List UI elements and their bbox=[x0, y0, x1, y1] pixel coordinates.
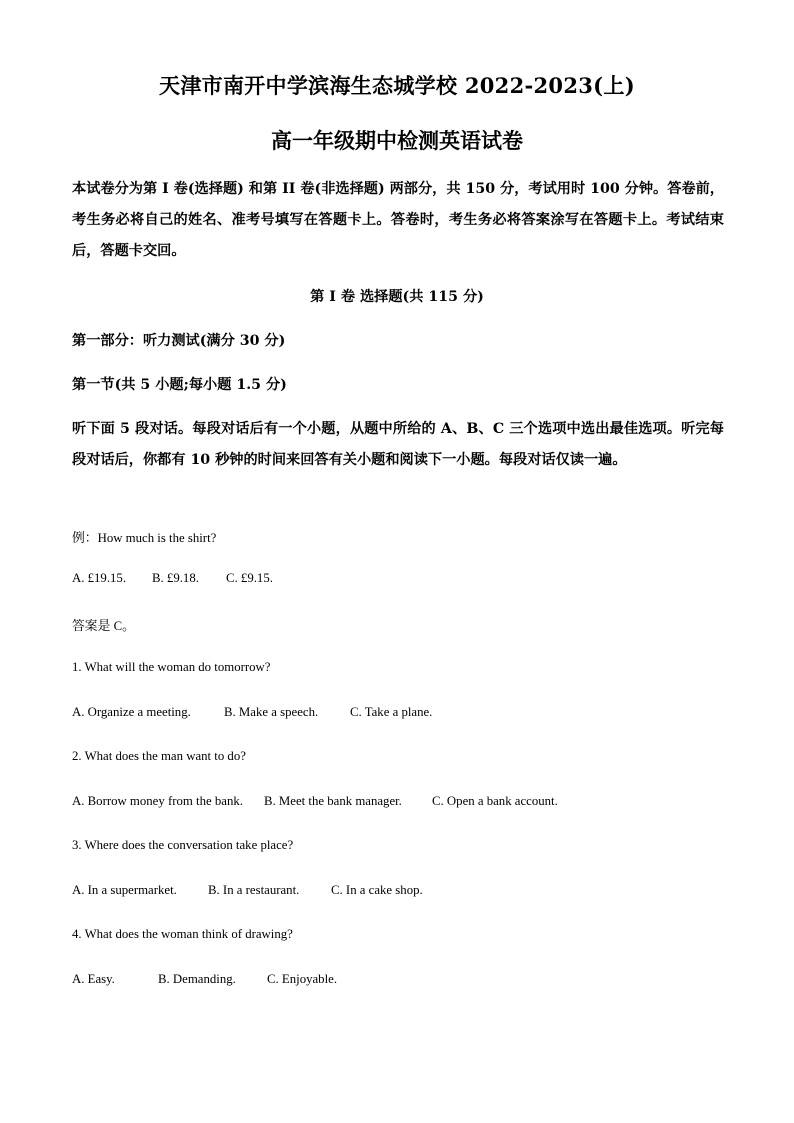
question-options bbox=[72, 972, 337, 987]
option-c: C. In a cake shop. bbox=[331, 883, 423, 897]
option-b: B. Demanding. bbox=[158, 972, 236, 986]
exam-title-school: 天津市南开中学滨海生态城学校 2022-2023(上) bbox=[159, 73, 635, 98]
option-a: A. Borrow money from the bank. bbox=[72, 794, 243, 808]
question-stem: 2. What does the man want to do? bbox=[72, 749, 246, 763]
listening-instructions: 听下面 5 段对话。每段对话后有一个小题，从题中所给的 A、B、C 三个选项中选出最佳选项。听完每段对话后，你都有 10 秒钟的时间来回答有关小题和阅读下一小题。每段对话仅读一遍。 bbox=[72, 421, 724, 468]
exam-intro: 本试卷分为第 I 卷(选择题) 和第 II 卷(非选择题) 两部分，共 150 分，考试用时 100 分钟。答卷前，考生务必将自己的姓名、准考号填写在答题卡上。答卷时，考生务必将答案涂写在答题卡上。考试结束后，答题卡交回。 bbox=[72, 181, 724, 259]
option-c: C. Open a bank account. bbox=[432, 794, 558, 808]
option-a: A. Organize a meeting. bbox=[72, 705, 191, 719]
option-c: C. Take a plane. bbox=[350, 705, 433, 719]
example-question: 例：How much is the shirt? bbox=[72, 531, 217, 545]
example-option-a: A. £19.15. bbox=[72, 571, 127, 585]
option-b: B. Meet the bank manager. bbox=[264, 794, 402, 808]
exam-title-subject: 高一年级期中检测英语试卷 bbox=[271, 128, 523, 153]
example-options bbox=[72, 571, 273, 586]
option-a: A. Easy. bbox=[72, 972, 115, 986]
question-options bbox=[72, 794, 558, 809]
option-a: A. In a supermarket. bbox=[72, 883, 177, 897]
example-answer: 答案是 C。 bbox=[72, 619, 135, 633]
volume-heading: 第 I 卷 选择题(共 115 分) bbox=[310, 289, 484, 305]
example-option-c: C. £9.15. bbox=[226, 571, 273, 585]
example-option-b: B. £9.18. bbox=[152, 571, 199, 585]
question-options bbox=[72, 883, 423, 898]
option-b: B. In a restaurant. bbox=[208, 883, 300, 897]
option-c: C. Enjoyable. bbox=[267, 972, 338, 986]
question-stem: 1. What will the woman do tomorrow? bbox=[72, 660, 271, 674]
question-options bbox=[72, 705, 432, 720]
section-heading: 第一节(共 5 小题;每小题 1.5 分) bbox=[72, 377, 287, 393]
question-stem: 3. Where does the conversation take place? bbox=[72, 838, 294, 852]
question-stem: 4. What does the woman think of drawing? bbox=[72, 927, 293, 941]
option-b: B. Make a speech. bbox=[224, 705, 319, 719]
part-heading: 第一部分：听力测试(满分 30 分) bbox=[72, 333, 286, 349]
